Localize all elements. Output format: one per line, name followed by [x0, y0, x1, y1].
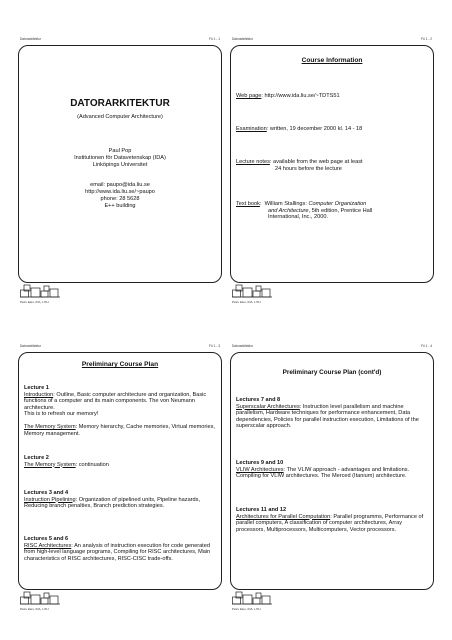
pipelining-text: : Organization of pipelined units, Pipeline hazards, Reducing branch penalties, Branch prediction strategies. [24, 496, 201, 510]
header-left: Datorarkitektur [20, 344, 41, 348]
text-book-line [236, 201, 428, 221]
parallel-label: Architectures for Parallel Computation [236, 513, 331, 520]
web-page-line [236, 93, 428, 100]
email: email: paupo@ida.liu.se [90, 182, 150, 188]
parallel-text: : Parallel programms, Performance of parallel computers, A classification of computer architectures, Array processors, Multiprocessors, Multicomputers, Vector processors. [236, 513, 424, 533]
pipelining-label: Instruction Pipelining [24, 496, 76, 503]
superscalar-text: : Instruction level parallelism and machine parallelism, Hardware techniques for performance enhancement, Data dependencies, Policies for parallel instruction execution, Limitations of the superscalar approach. [236, 403, 419, 430]
footer: Petru Eles, IDA, LiTH [232, 607, 261, 611]
department: Institutionen för Datavetenskap (IDA) [74, 155, 166, 161]
web-page-label: Web page [236, 93, 262, 99]
lectures-7-8-block [236, 397, 428, 430]
web-page-value: : http://www.ida.liu.se/~TDTS51 [261, 93, 340, 99]
text-book-author: William Stallings: [264, 201, 309, 207]
footer: Petru Eles, IDA, LiTH [20, 300, 49, 304]
lectures-11-12-block [236, 507, 428, 533]
footer: Petru Eles, IDA, LiTH [20, 607, 49, 611]
header-page-number: Fö 1 - 1 [209, 37, 220, 41]
header-page-number: Fö 1 - 2 [421, 37, 432, 41]
course-subtitle: (Advanced Computer Architecture) [77, 114, 163, 120]
lectures-7-8-heading: Lectures 7 and 8 [236, 397, 281, 403]
footer: Petru Eles, IDA, LiTH [232, 300, 261, 304]
vliw-label: VLIW Architectures [236, 466, 284, 473]
text-book-label: Text book [236, 201, 260, 207]
course-title: DATORARKITEKTUR [70, 98, 170, 109]
ida-logo-icon [232, 284, 272, 298]
header-left: Datorarkitektur [20, 37, 41, 41]
lectures-5-6-block [24, 536, 216, 562]
lecture-1-refresh: This is to refresh our memory! [24, 411, 99, 418]
text-book-edition: , 5th edition, Prentice Hall [308, 207, 373, 214]
lectures-3-4-heading: Lectures 3 and 4 [24, 490, 69, 496]
lecture-notes-label: Lecture notes [236, 159, 270, 165]
text-book-title: Computer Organization [308, 201, 367, 207]
slide-title: Course Information [301, 57, 363, 64]
memory-text: : Memory hierarchy, Cache memories, Virtual memories, Memory management. [24, 423, 215, 437]
intro-label: Introduction [24, 391, 54, 398]
header-page-number: Fö 1 - 3 [209, 344, 220, 348]
slide-3 [18, 337, 222, 637]
examination-value: : written, 19 december 2000 kl. 14 - 18 [266, 126, 363, 132]
university: Linköpings Universitet [92, 162, 148, 168]
lectures-3-4-block [24, 490, 216, 510]
lecture-notes-value-cont: 24 hours before the lecture [275, 165, 342, 172]
header-left: Datorarkitektur [232, 37, 253, 41]
risc-label: RISC Architectures [24, 542, 72, 549]
lecture-1-heading: Lecture 1 [24, 385, 49, 391]
vliw-text: : The VLIW approach - advantages and limitations. Compiling for VLIW architectures. The Merced (Itanium) architecture. [236, 466, 410, 480]
ida-logo-icon [20, 591, 60, 605]
lecturer-name: Paul Pop [108, 148, 132, 154]
lecture-1-block [24, 385, 216, 437]
slide-1 [18, 30, 222, 330]
examination-label: Examination [236, 126, 267, 132]
examination-line [236, 126, 428, 133]
header-page-number: Fö 1 - 4 [421, 344, 432, 348]
lecture-1-memory [24, 424, 216, 437]
slide-2 [230, 30, 434, 330]
phone: phone: 28 5628 [100, 196, 140, 202]
lecture-2-block [24, 455, 216, 468]
superscalar-label: Superscalar Architectures [236, 403, 300, 410]
lectures-9-10-heading: Lectures 9 and 10 [236, 460, 284, 466]
memory-label: The Memory System [24, 461, 76, 468]
slide-title: Preliminary Course Plan [81, 361, 159, 368]
intro-text: : Outline, Basic computer architecture and organization, Basic functions of a computer and its main components. The von Neumann architecture. [24, 391, 207, 411]
lecture-notes-line [236, 159, 428, 172]
lecture-notes-value: : available from the web page at least [269, 159, 363, 165]
header-left: Datorarkitektur [232, 344, 253, 348]
lectures-9-10-block [236, 460, 428, 480]
text-book-title-cont: and Architecture [268, 207, 309, 214]
ida-logo-icon [232, 591, 272, 605]
ida-logo-icon [20, 284, 60, 298]
building: E++ building [104, 203, 136, 209]
slide-4 [230, 337, 434, 637]
text-book-publisher: International, Inc., 2000. [268, 214, 329, 221]
risc-text: : An analysis of instruction execution for code generated from high-level language programs, Compiling for RISC architectures, Main characteristics of RISC architectures, RISC-CISC trade-offs. [24, 542, 211, 562]
slide-title: Preliminary Course Plan (cont'd) [282, 369, 382, 376]
text-book-colon: : [259, 201, 262, 207]
homepage: http://www.ida.liu.se/~paupo [85, 189, 155, 195]
lecture-2-heading: Lecture 2 [24, 455, 49, 461]
memory-label: The Memory System [24, 423, 76, 430]
lectures-11-12-heading: Lectures 11 and 12 [236, 507, 287, 513]
lecture-1-intro [24, 392, 216, 412]
memory-text: : continuation [75, 461, 109, 468]
lectures-5-6-heading: Lectures 5 and 6 [24, 536, 69, 542]
